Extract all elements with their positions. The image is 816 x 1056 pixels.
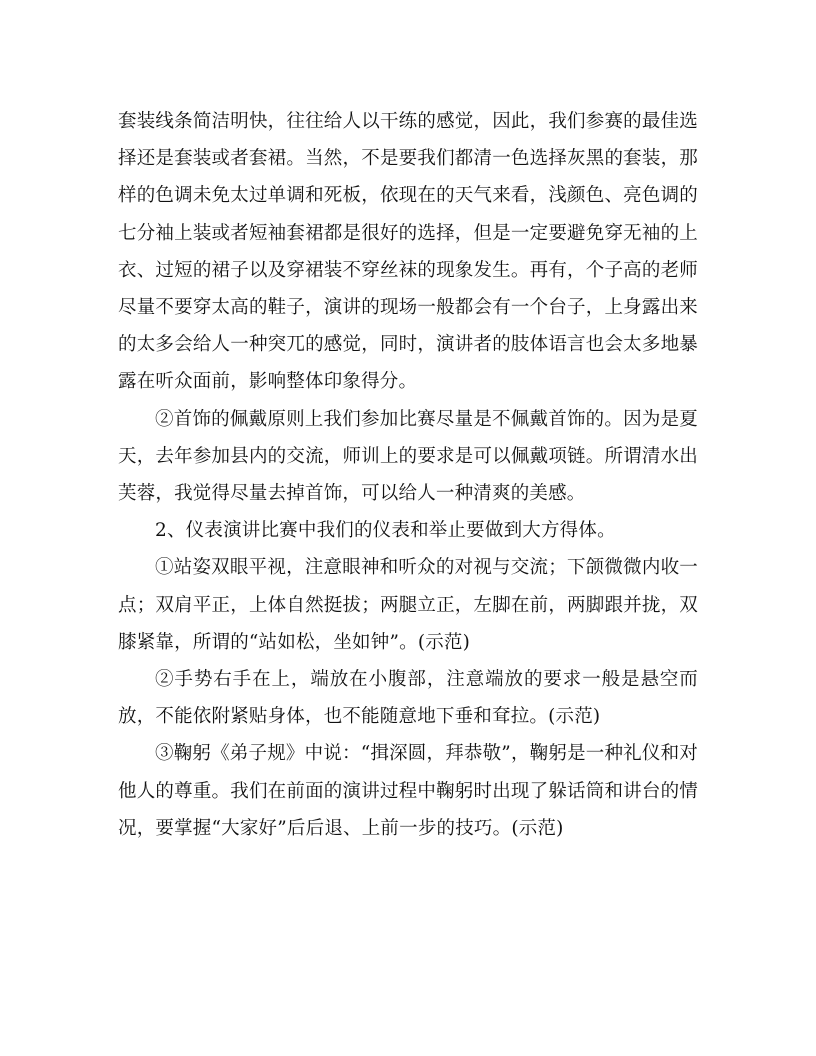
paragraph-attire-intro: 套装线条简洁明快，往往给人以干练的感觉，因此，我们参赛的最佳选择还是套装或者套裙。当然，不是要我们都清一色选择灰黑的套装，那样的色调未免太过单调和死板，依现在的天气来看，浅颜色、亮色调的七分袖上装或者短袖套裙都是很好的选择，但是一定要避免穿无袖的上衣、过短的裙子以及穿裙装不穿丝袜的现象发生。再有，个子高的老师尽量不要穿太高的鞋子，演讲的现场一般都会有一个台子，上身露出来的太多会给人一种突兀的感觉，同时，演讲者的肢体语言也会太多地暴露在听众面前，影响整体印象得分。 [118, 111, 698, 393]
paragraph-jewelry: ②首饰的佩戴原则上我们参加比赛尽量是不佩戴首饰的。因为是夏天，去年参加县内的交流，师训上的要求是可以佩戴项链。所谓清水出芙蓉，我觉得尽量去掉首饰，可以给人一种清爽的美感。 [118, 408, 698, 505]
paragraph-hand-gesture: ②手势右手在上，端放在小腹部，注意端放的要求一般是悬空而放，不能依附紧贴身体，也不能随意地下垂和耷拉。(示范) [118, 669, 698, 728]
paragraph-bowing: ③鞠躬《弟子规》中说：“揖深圆，拜恭敬”，鞠躬是一种礼仪和对他人的尊重。我们在前面的演讲过程中鞠躬时出现了躲话筒和讲台的情况，要掌握“大家好”后后退、上前一步的技巧。(示范) [118, 743, 698, 839]
paragraph-demeanor-heading: 2、仪表演讲比赛中我们的仪表和举止要做到大方得体。 [155, 520, 616, 542]
document-body [118, 103, 698, 847]
paragraph-standing-posture: ①站姿双眼平视，注意眼神和听众的对视与交流；下颌微微内收一点；双肩平正，上体自然挺拔；两腿立正，左脚在前，两脚跟并拢，双膝紧靠，所谓的“站如松，坐如钟”。(示范) [118, 557, 698, 653]
